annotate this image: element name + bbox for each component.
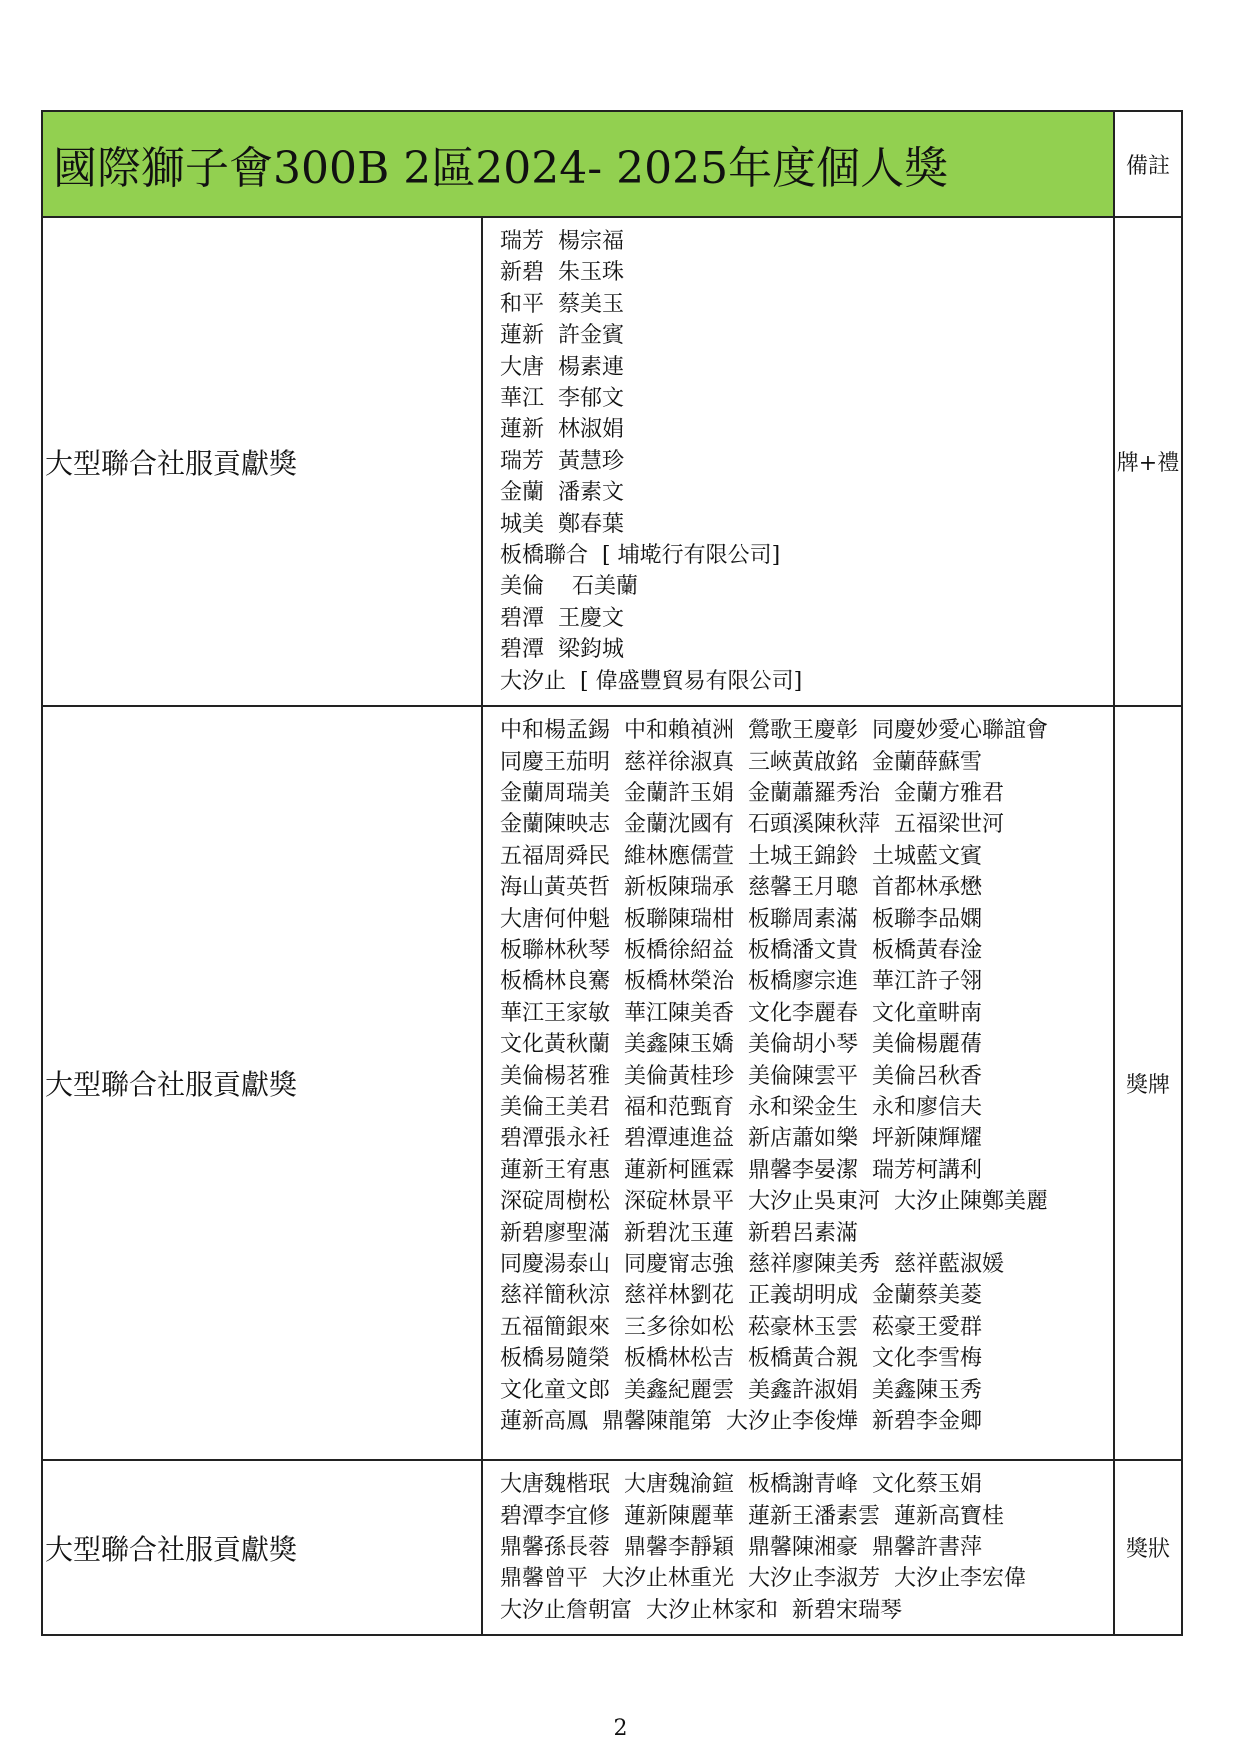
recipient-line: 五福周舜民 維林應儒萱 土城王錦鈴 土城藍文賓 — [500, 843, 982, 869]
recipient-line: 同慶湯泰山 同慶甯志強 慈祥廖陳美秀 慈祥藍淑媛 — [500, 1252, 1004, 1277]
recipient-line: 大唐魏楷珉 大唐魏渝鍹 板橋謝青峰 文化蔡玉娟 — [500, 1472, 982, 1498]
recipient-line: 新碧 朱玉珠 — [500, 260, 624, 286]
award-name: 大型聯合社服貢獻獎 — [42, 1460, 482, 1635]
recipient-line: 文化黃秋蘭 美鑫陳玉嬌 美倫胡小琴 美倫楊麗蒨 — [500, 1032, 982, 1058]
remark-value: 獎牌 — [1114, 706, 1182, 1460]
recipient-line: 碧潭 王慶文 — [500, 605, 624, 631]
recipient-line: 新碧廖聖滿 新碧沈玉蓮 新碧呂素滿 — [500, 1220, 858, 1246]
recipient-line: 文化童文郎 美鑫紀麗雲 美鑫許淑娟 美鑫陳玉秀 — [500, 1377, 982, 1403]
recipient-line: 碧潭李宜修 蓮新陳麗華 蓮新王潘素雲 蓮新高寶桂 — [500, 1503, 1004, 1529]
recipient-line: 碧潭張永衽 碧潭連進益 新店蕭如樂 坪新陳輝耀 — [500, 1126, 982, 1152]
recipient-line: 碧潭 梁鈞城 — [500, 637, 624, 663]
recipient-line: 瑞芳 黃慧珍 — [500, 448, 624, 474]
recipient-line: 瑞芳 楊宗福 — [500, 229, 624, 254]
recipient-line: 大唐 楊素連 — [500, 354, 624, 380]
recipient-line: 板橋聯合 [ 埔墘行有限公司] — [500, 543, 781, 569]
recipient-line: 大唐何仲魁 板聯陳瑞柑 板聯周素滿 板聯李品嫻 — [500, 906, 982, 932]
page-title: 國際獅子會300B 2區2024- 2025年度個人獎 — [42, 111, 1114, 217]
remark-value: 獎狀 — [1114, 1460, 1182, 1635]
recipient-line: 深碇周樹松 深碇林景平 大汐止吳東河 大汐止陳鄭美麗 — [500, 1189, 1048, 1215]
recipient-line: 美倫王美君 福和范甄育 永和梁金生 永和廖信夫 — [500, 1094, 982, 1120]
recipient-line: 美倫楊茗雅 美倫黃桂珍 美倫陳雲平 美倫呂秋香 — [500, 1063, 982, 1089]
recipient-list — [482, 217, 1114, 706]
recipient-list — [482, 706, 1114, 1460]
recipient-line: 大汐止詹朝富 大汐止林家和 新碧宋瑞琴 — [500, 1597, 902, 1623]
recipient-line: 板橋林良騫 板橋林榮治 板橋廖宗進 華江許子翎 — [500, 969, 982, 995]
recipient-line: 鼎馨孫長蓉 鼎馨李靜穎 鼎馨陳湘豪 鼎馨許書萍 — [500, 1534, 982, 1560]
award-name: 大型聯合社服貢獻獎 — [42, 706, 482, 1460]
recipient-line: 和平 蔡美玉 — [500, 291, 624, 317]
recipient-line: 華江 李郁文 — [500, 386, 624, 412]
recipient-line: 蓮新 許金賓 — [500, 323, 624, 349]
recipient-line: 鼎馨曾平 大汐止林重光 大汐止李淑芳 大汐止李宏偉 — [500, 1566, 1026, 1592]
recipient-line: 金蘭 潘素文 — [500, 480, 624, 506]
recipient-line: 金蘭周瑞美 金蘭許玉娟 金蘭蕭羅秀治 金蘭方雅君 — [500, 780, 1004, 806]
recipient-line: 海山黃英哲 新板陳瑞承 慈馨王月聰 首都林承懋 — [500, 875, 982, 901]
recipient-line: 大汐止 [ 偉盛豐貿易有限公司] — [500, 668, 803, 694]
page-number: 2 — [613, 1716, 628, 1741]
recipient-line: 板橋易隨榮 板橋林松吉 板橋黃合親 文化李雪梅 — [500, 1346, 982, 1372]
recipient-line: 中和楊孟錫 中和賴禎洲 鶯歌王慶彰 同慶妙愛心聯誼會 — [500, 718, 1048, 744]
award-table — [41, 110, 1183, 1636]
remark-column-header: 備註 — [1114, 111, 1182, 217]
recipient-line: 美倫 石美蘭 — [500, 574, 638, 600]
recipient-line: 同慶王茄明 慈祥徐淑真 三峽黃啟銘 金蘭薛蘇雪 — [500, 749, 982, 775]
recipient-list — [482, 1460, 1114, 1635]
recipient-line: 金蘭陳映志 金蘭沈國有 石頭溪陳秋萍 五福梁世河 — [500, 812, 1004, 838]
table-header-row — [42, 111, 1182, 217]
recipient-line: 蓮新王宥惠 蓮新柯匯霖 鼎馨李晏潔 瑞芳柯講利 — [500, 1157, 982, 1183]
recipient-line: 慈祥簡秋涼 慈祥林劉花 正義胡明成 金蘭蔡美菱 — [500, 1283, 982, 1309]
recipient-line: 板聯林秋琴 板橋徐紹益 板橋潘文貴 板橋黃春淦 — [500, 937, 982, 963]
recipient-line: 華江王家敏 華江陳美香 文化李麗春 文化童畊南 — [500, 1000, 982, 1026]
award-name: 大型聯合社服貢獻獎 — [42, 217, 482, 706]
remark-value: 牌+禮 — [1114, 217, 1182, 706]
recipient-line: 五福簡銀來 三多徐如松 菘豪林玉雲 菘豪王愛群 — [500, 1314, 982, 1340]
table-row — [42, 217, 1182, 706]
table-row — [42, 706, 1182, 1460]
recipient-line: 蓮新 林淑娟 — [500, 417, 624, 443]
recipient-line: 蓮新高鳳 鼎馨陳龍第 大汐止李俊燁 新碧李金卿 — [500, 1409, 982, 1435]
table-row — [42, 1460, 1182, 1635]
recipient-line: 城美 鄭春葉 — [500, 511, 624, 537]
